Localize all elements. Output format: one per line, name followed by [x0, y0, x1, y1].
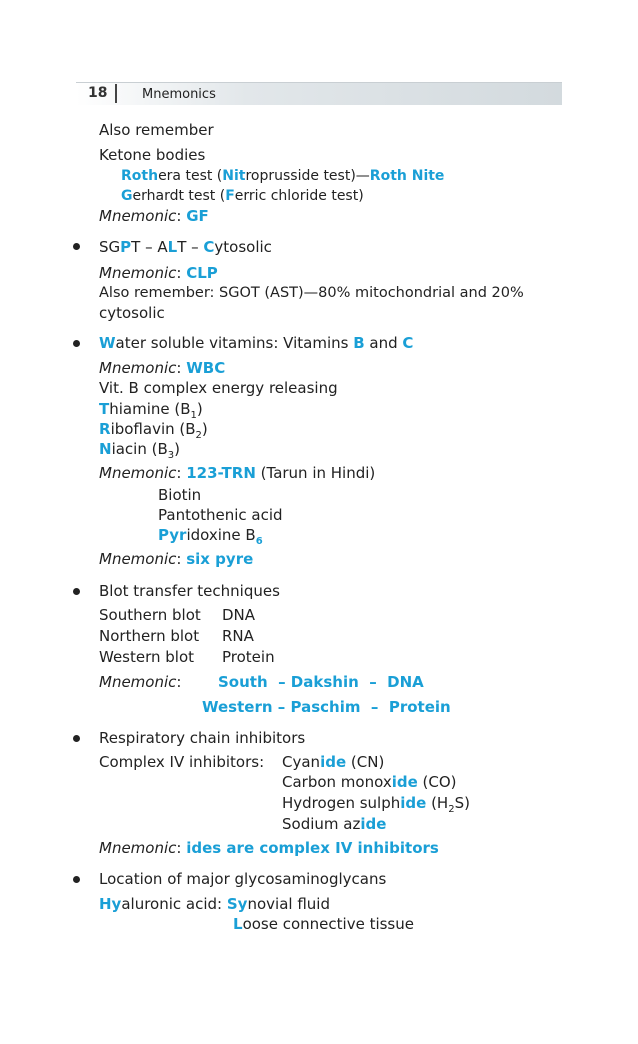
blot-row-name: Southern blot — [99, 606, 201, 624]
hl: L — [233, 915, 243, 933]
text: : — [176, 550, 187, 568]
mnemonic-six-pyre — [99, 549, 253, 569]
hl: ide — [400, 794, 427, 812]
cyanide-line — [282, 752, 384, 772]
hl: ide — [320, 753, 347, 771]
subscript: 1 — [190, 410, 197, 421]
text: era test ( — [158, 168, 223, 184]
hl: Hy — [99, 895, 122, 913]
mnemonic-label: Mnemonic — [99, 673, 177, 691]
mnemonic-value: six pyre — [186, 550, 254, 568]
riboflavin-line — [99, 419, 208, 439]
text: novial fluid — [247, 895, 330, 913]
text: Sodium az — [282, 815, 361, 833]
respiratory-title: Respiratory chain inhibitors — [99, 729, 306, 747]
hl: G — [121, 188, 133, 204]
blot-row-target: Protein — [222, 648, 275, 666]
hl: W — [99, 334, 116, 352]
subscript: 6 — [255, 536, 263, 547]
page-number: 18 — [88, 85, 108, 101]
bullet — [73, 735, 80, 742]
subscript: 2 — [448, 804, 455, 815]
text: ) — [196, 400, 203, 418]
text: ) — [174, 440, 180, 458]
text: erhardt test ( — [132, 188, 226, 204]
mnemonic-label: Mnemonic — [99, 264, 177, 282]
hl: Pyr — [158, 526, 187, 544]
hl: C — [402, 334, 414, 352]
text: : — [176, 464, 187, 482]
water-soluble-line — [99, 333, 413, 353]
mnemonic-value: WBC — [186, 359, 226, 377]
hl: Roth Nite — [369, 168, 445, 184]
hyaluronic-line — [99, 894, 330, 914]
pyridoxine-line — [158, 525, 263, 545]
bullet — [73, 588, 80, 595]
text: : — [176, 359, 187, 377]
blot-title: Blot transfer techniques — [99, 582, 280, 600]
text: ytosolic — [214, 238, 272, 256]
pantothenic-line: Pantothenic acid — [158, 506, 283, 524]
text: Hydrogen sulph — [282, 794, 401, 812]
sodium-azide-line — [282, 814, 386, 834]
blot-row-name: Western blot — [99, 648, 195, 666]
text: ater soluble vitamins: Vitamins — [115, 334, 354, 352]
text: idoxine B — [186, 526, 256, 544]
text: SG — [99, 238, 121, 256]
text: iboflavin (B — [110, 420, 196, 438]
bullet — [73, 876, 80, 883]
rothera-line — [121, 166, 444, 186]
text: (CO) — [417, 773, 457, 791]
text: (CN) — [346, 753, 385, 771]
ketone-bodies-text: Ketone bodies — [99, 146, 206, 164]
running-head: Mnemonics — [142, 87, 216, 102]
text: iacin (B — [111, 440, 168, 458]
hl: C — [203, 238, 215, 256]
text: hiamine (B — [109, 400, 191, 418]
bullet — [73, 340, 80, 347]
header-divider — [115, 84, 117, 103]
blot-row-target: DNA — [222, 606, 256, 624]
text: : — [176, 264, 187, 282]
text: : — [176, 673, 182, 691]
mnemonic-value: ides are complex IV inhibitors — [186, 839, 439, 857]
complex-iv-label: Complex IV inhibitors: — [99, 753, 265, 771]
text: roprusside test)— — [245, 168, 370, 184]
text: T – A — [131, 238, 168, 256]
mnemonic-ides — [99, 838, 439, 858]
hl: Roth — [121, 168, 159, 184]
hl: P — [120, 238, 132, 256]
mnemonic-wbc — [99, 358, 225, 378]
mnemonic-label: Mnemonic — [99, 839, 177, 857]
mnemonic-label: Mnemonic — [99, 464, 177, 482]
mnemonic-south-line: South – Dakshin – DNA — [218, 673, 424, 691]
text: and — [364, 334, 403, 352]
text: erric chloride test) — [234, 188, 364, 204]
hl: ide — [360, 815, 387, 833]
mnemonic-gf — [99, 206, 209, 226]
text: ) — [201, 420, 208, 438]
hl: T — [99, 400, 110, 418]
cytosolic-line: cytosolic — [99, 304, 165, 322]
blot-row-target: RNA — [222, 627, 254, 645]
glycosaminoglycans-title: Location of major glycosaminoglycans — [99, 870, 387, 888]
biotin-line: Biotin — [158, 486, 202, 504]
mnemonic-clp — [99, 263, 218, 283]
carbon-monoxide-line — [282, 772, 457, 792]
vit-b-line: Vit. B complex energy releasing — [99, 379, 338, 397]
hl: N — [99, 440, 112, 458]
bullet — [73, 243, 80, 250]
text: (Tarun in Hindi) — [255, 464, 376, 482]
mnemonic-western-line: Western – Paschim – Protein — [202, 698, 451, 716]
sgot-line: Also remember: SGOT (AST)—80% mitochondrial and 20% — [99, 285, 524, 301]
hl: L — [167, 238, 178, 256]
hl: R — [99, 420, 111, 438]
mnemonic-123-trn — [99, 463, 375, 483]
text: Cyan — [282, 753, 321, 771]
hydrogen-sulphide-line — [282, 793, 470, 813]
gerhardt-line — [121, 186, 364, 206]
sgpt-line — [99, 237, 272, 257]
mnemonic-blot — [99, 672, 181, 692]
hl: Sy — [226, 895, 248, 913]
mnemonic-label: Mnemonic — [99, 359, 177, 377]
loose-connective-line — [233, 914, 414, 934]
text: (H — [426, 794, 449, 812]
also-remember-text: Also remember — [99, 121, 214, 139]
text: oose connective tissue — [242, 915, 414, 933]
text: : — [176, 839, 187, 857]
mnemonic-value: CLP — [186, 264, 218, 282]
mnemonic-value: 123-TRN — [186, 464, 256, 482]
blot-row-name: Northern blot — [99, 627, 200, 645]
niacin-line — [99, 439, 180, 459]
mnemonic-label: Mnemonic — [99, 207, 177, 225]
text: S) — [454, 794, 470, 812]
subscript: 2 — [195, 430, 202, 441]
text: T – — [177, 238, 204, 256]
subscript: 3 — [167, 450, 175, 461]
hl: ide — [391, 773, 418, 791]
hl: F — [225, 188, 235, 204]
text: aluronic acid: — [121, 895, 227, 913]
mnemonic-label: Mnemonic — [99, 550, 177, 568]
thiamine-line — [99, 399, 203, 419]
mnemonic-value: GF — [186, 207, 209, 225]
hl: B — [353, 334, 365, 352]
hl: Nit — [222, 168, 246, 184]
text: Carbon monox — [282, 773, 392, 791]
text: : — [176, 207, 187, 225]
